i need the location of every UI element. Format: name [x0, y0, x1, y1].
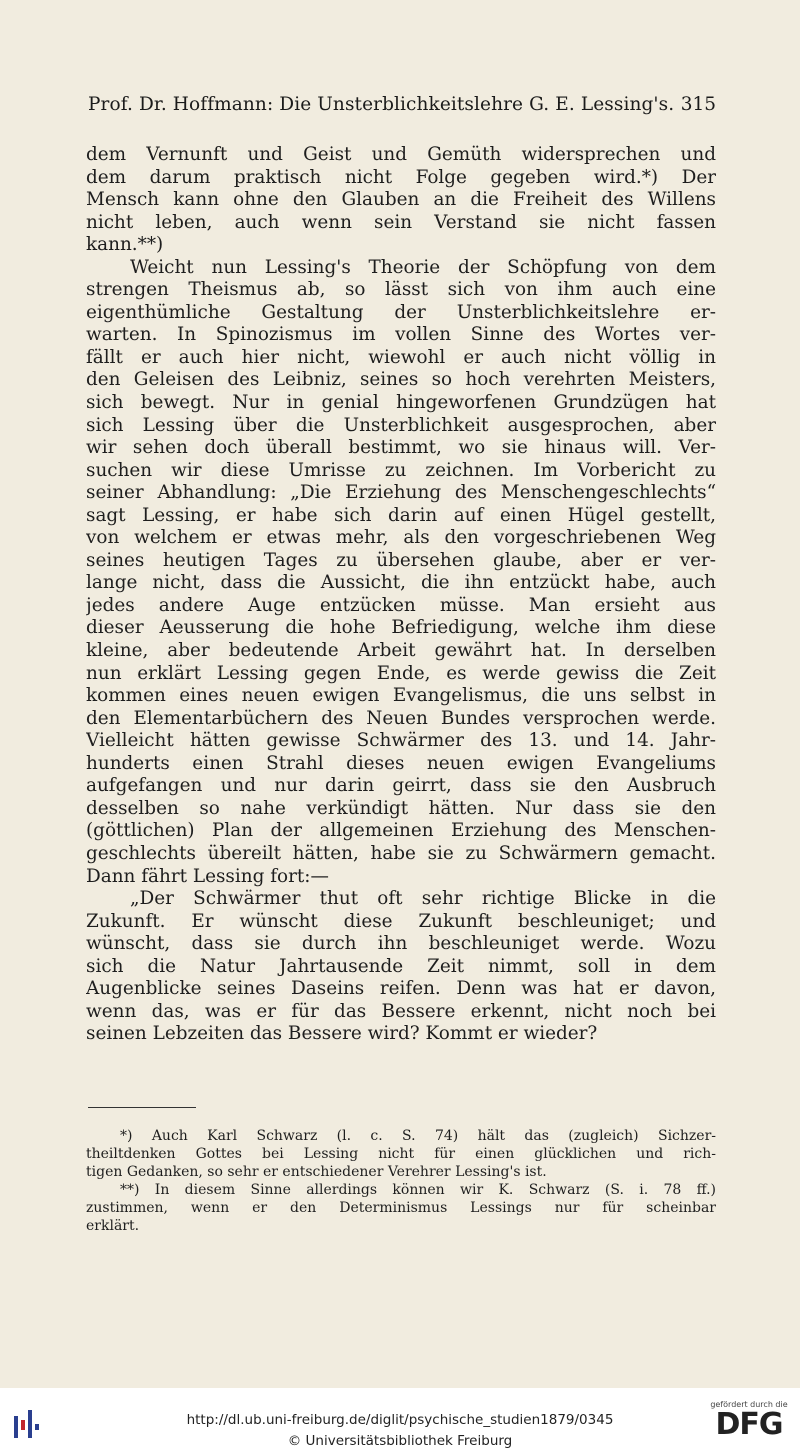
- text-line: Dann fährt Lessing fort:—: [86, 865, 329, 887]
- text-line: seines heutigen Tages zu übersehen glaube, aber er ver-: [86, 549, 716, 571]
- text-line: nicht leben, auch wenn sein Verstand sie nicht fassen: [86, 211, 716, 233]
- text-line: dem darum praktisch nicht Folge gegeben wird.*) Der: [86, 166, 716, 188]
- text-line: nun erklärt Lessing gegen Ende, es werde gewiss die Zeit: [86, 662, 716, 684]
- footnote-line: *) Auch Karl Schwarz (l. c. S. 74) hält das (zugleich) Sichzer-: [120, 1128, 716, 1144]
- footnote-rule: [88, 1107, 196, 1108]
- page-number: 315: [680, 94, 716, 115]
- text-line: Weicht nun Lessing's Theorie der Schöpfung von dem: [130, 256, 716, 278]
- text-line: seinen Lebzeiten das Bessere wird? Kommt er wieder?: [86, 1023, 598, 1045]
- text-line: dem Vernunft und Geist und Gemüth widersprechen und: [86, 144, 716, 165]
- text-line: wenn das, was er für das Bessere erkennt, nicht noch bei: [86, 1000, 716, 1022]
- source-url[interactable]: http://dl.ub.uni-freiburg.de/diglit/psychische_studien1879/0345: [186, 1412, 614, 1428]
- text-line: eigenthümliche Gestaltung der Unsterblichkeitslehre er-: [86, 301, 716, 323]
- text-line: warten. In Spinozismus im vollen Sinne des Wortes ver-: [86, 324, 716, 346]
- text-line: kann.**): [86, 234, 164, 256]
- viewer-footer: [0, 1388, 800, 1454]
- copyright-notice: © Universitätsbibliothek Freiburg: [287, 1433, 513, 1449]
- text-line: suchen wir diese Umrisse zu zeichnen. Im Vorbericht zu: [86, 459, 716, 481]
- dfg-logo: [706, 1400, 792, 1446]
- footnotes: [86, 1127, 716, 1235]
- text-line: aufgefangen und nur darin geirrt, dass sie den Ausbruch: [86, 775, 716, 797]
- running-header: [88, 94, 716, 120]
- text-line: „Der Schwärmer thut oft sehr richtige Blicke in die: [130, 888, 716, 910]
- dfg-wordmark: DFG: [715, 1407, 783, 1442]
- running-title: Prof. Dr. Hoffmann: Die Unsterblichkeitslehre G. E. Lessing's.: [88, 94, 675, 115]
- text-line: kleine, aber bedeutende Arbeit gewährt hat. In derselben: [86, 640, 716, 662]
- text-line: sich Lessing über die Unsterblichkeit ausgesprochen, aber: [86, 414, 716, 436]
- text-line: desselben so nahe verkündigt hätten. Nur dass sie den: [86, 797, 716, 819]
- footnote-line: theiltdenken Gottes bei Lessing nicht für einen glücklichen und rich-: [86, 1146, 716, 1162]
- text-line: hunderts einen Strahl dieses neuen ewigen Evangeliums: [86, 752, 716, 774]
- text-line: seiner Abhandlung: „Die Erziehung des Menschengeschlechts“: [86, 482, 716, 504]
- text-line: fällt er auch hier nicht, wiewohl er auch nicht völlig in: [86, 346, 716, 368]
- text-line: wünscht, dass sie durch ihn beschleuniget werde. Wozu: [86, 933, 716, 955]
- text-line: Augenblicke seines Daseins reifen. Denn was hat er davon,: [86, 978, 716, 1000]
- text-line: sich bewegt. Nur in genial hingeworfenen Grundzügen hat: [86, 392, 716, 414]
- footnote-line: erklärt.: [86, 1218, 140, 1234]
- text-line: den Elementarbüchern des Neuen Bundes versprochen werde.: [86, 707, 716, 729]
- text-line: von welchem er etwas mehr, als den vorgeschriebenen Weg: [86, 527, 716, 549]
- text-line: sagt Lessing, er habe sich darin auf einen Hügel gestellt,: [86, 504, 716, 526]
- text-line: sich die Natur Jahrtausende Zeit nimmt, soll in dem: [86, 955, 716, 977]
- text-line: Zukunft. Er wünscht diese Zukunft beschleuniget; und: [86, 910, 716, 932]
- text-line: Mensch kann ohne den Glauben an die Freiheit des Willens: [86, 189, 716, 211]
- text-line: kommen eines neuen ewigen Evangelismus, die uns selbst in: [86, 685, 716, 707]
- footnote-line: zustimmen, wenn er den Determinismus Lessings nur für scheinbar: [86, 1200, 716, 1216]
- text-line: den Geleisen des Leibniz, seines so hoch verehrten Meisters,: [86, 369, 716, 391]
- text-line: (göttlichen) Plan der allgemeinen Erziehung des Menschen-: [86, 820, 716, 842]
- text-line: Vielleicht hätten gewisse Schwärmer des 13. und 14. Jahr-: [86, 730, 716, 752]
- footnote-line: **) In diesem Sinne allerdings können wir K. Schwarz (S. i. 78 ff.): [120, 1182, 716, 1198]
- text-line: wir sehen doch überall bestimmt, wo sie hinaus will. Ver-: [86, 437, 716, 459]
- footnote-line: tigen Gedanken, so sehr er entschiedener Verehrer Lessing's ist.: [86, 1164, 547, 1180]
- body-text: [86, 144, 716, 1046]
- text-line: geschlechts übereilt hätten, habe sie zu Schwärmern gemacht.: [86, 842, 716, 864]
- text-line: lange nicht, dass die Aussicht, die ihn entzückt habe, auch: [86, 572, 716, 594]
- text-line: jedes andere Auge entzücken müsse. Man ersieht aus: [86, 594, 716, 616]
- text-line: strengen Theismus ab, so lässt sich von ihm auch eine: [86, 279, 716, 301]
- dfg-caption: gefördert durch die: [710, 1400, 788, 1409]
- text-line: dieser Aeusserung die hohe Befriedigung, welche ihm diese: [86, 617, 716, 639]
